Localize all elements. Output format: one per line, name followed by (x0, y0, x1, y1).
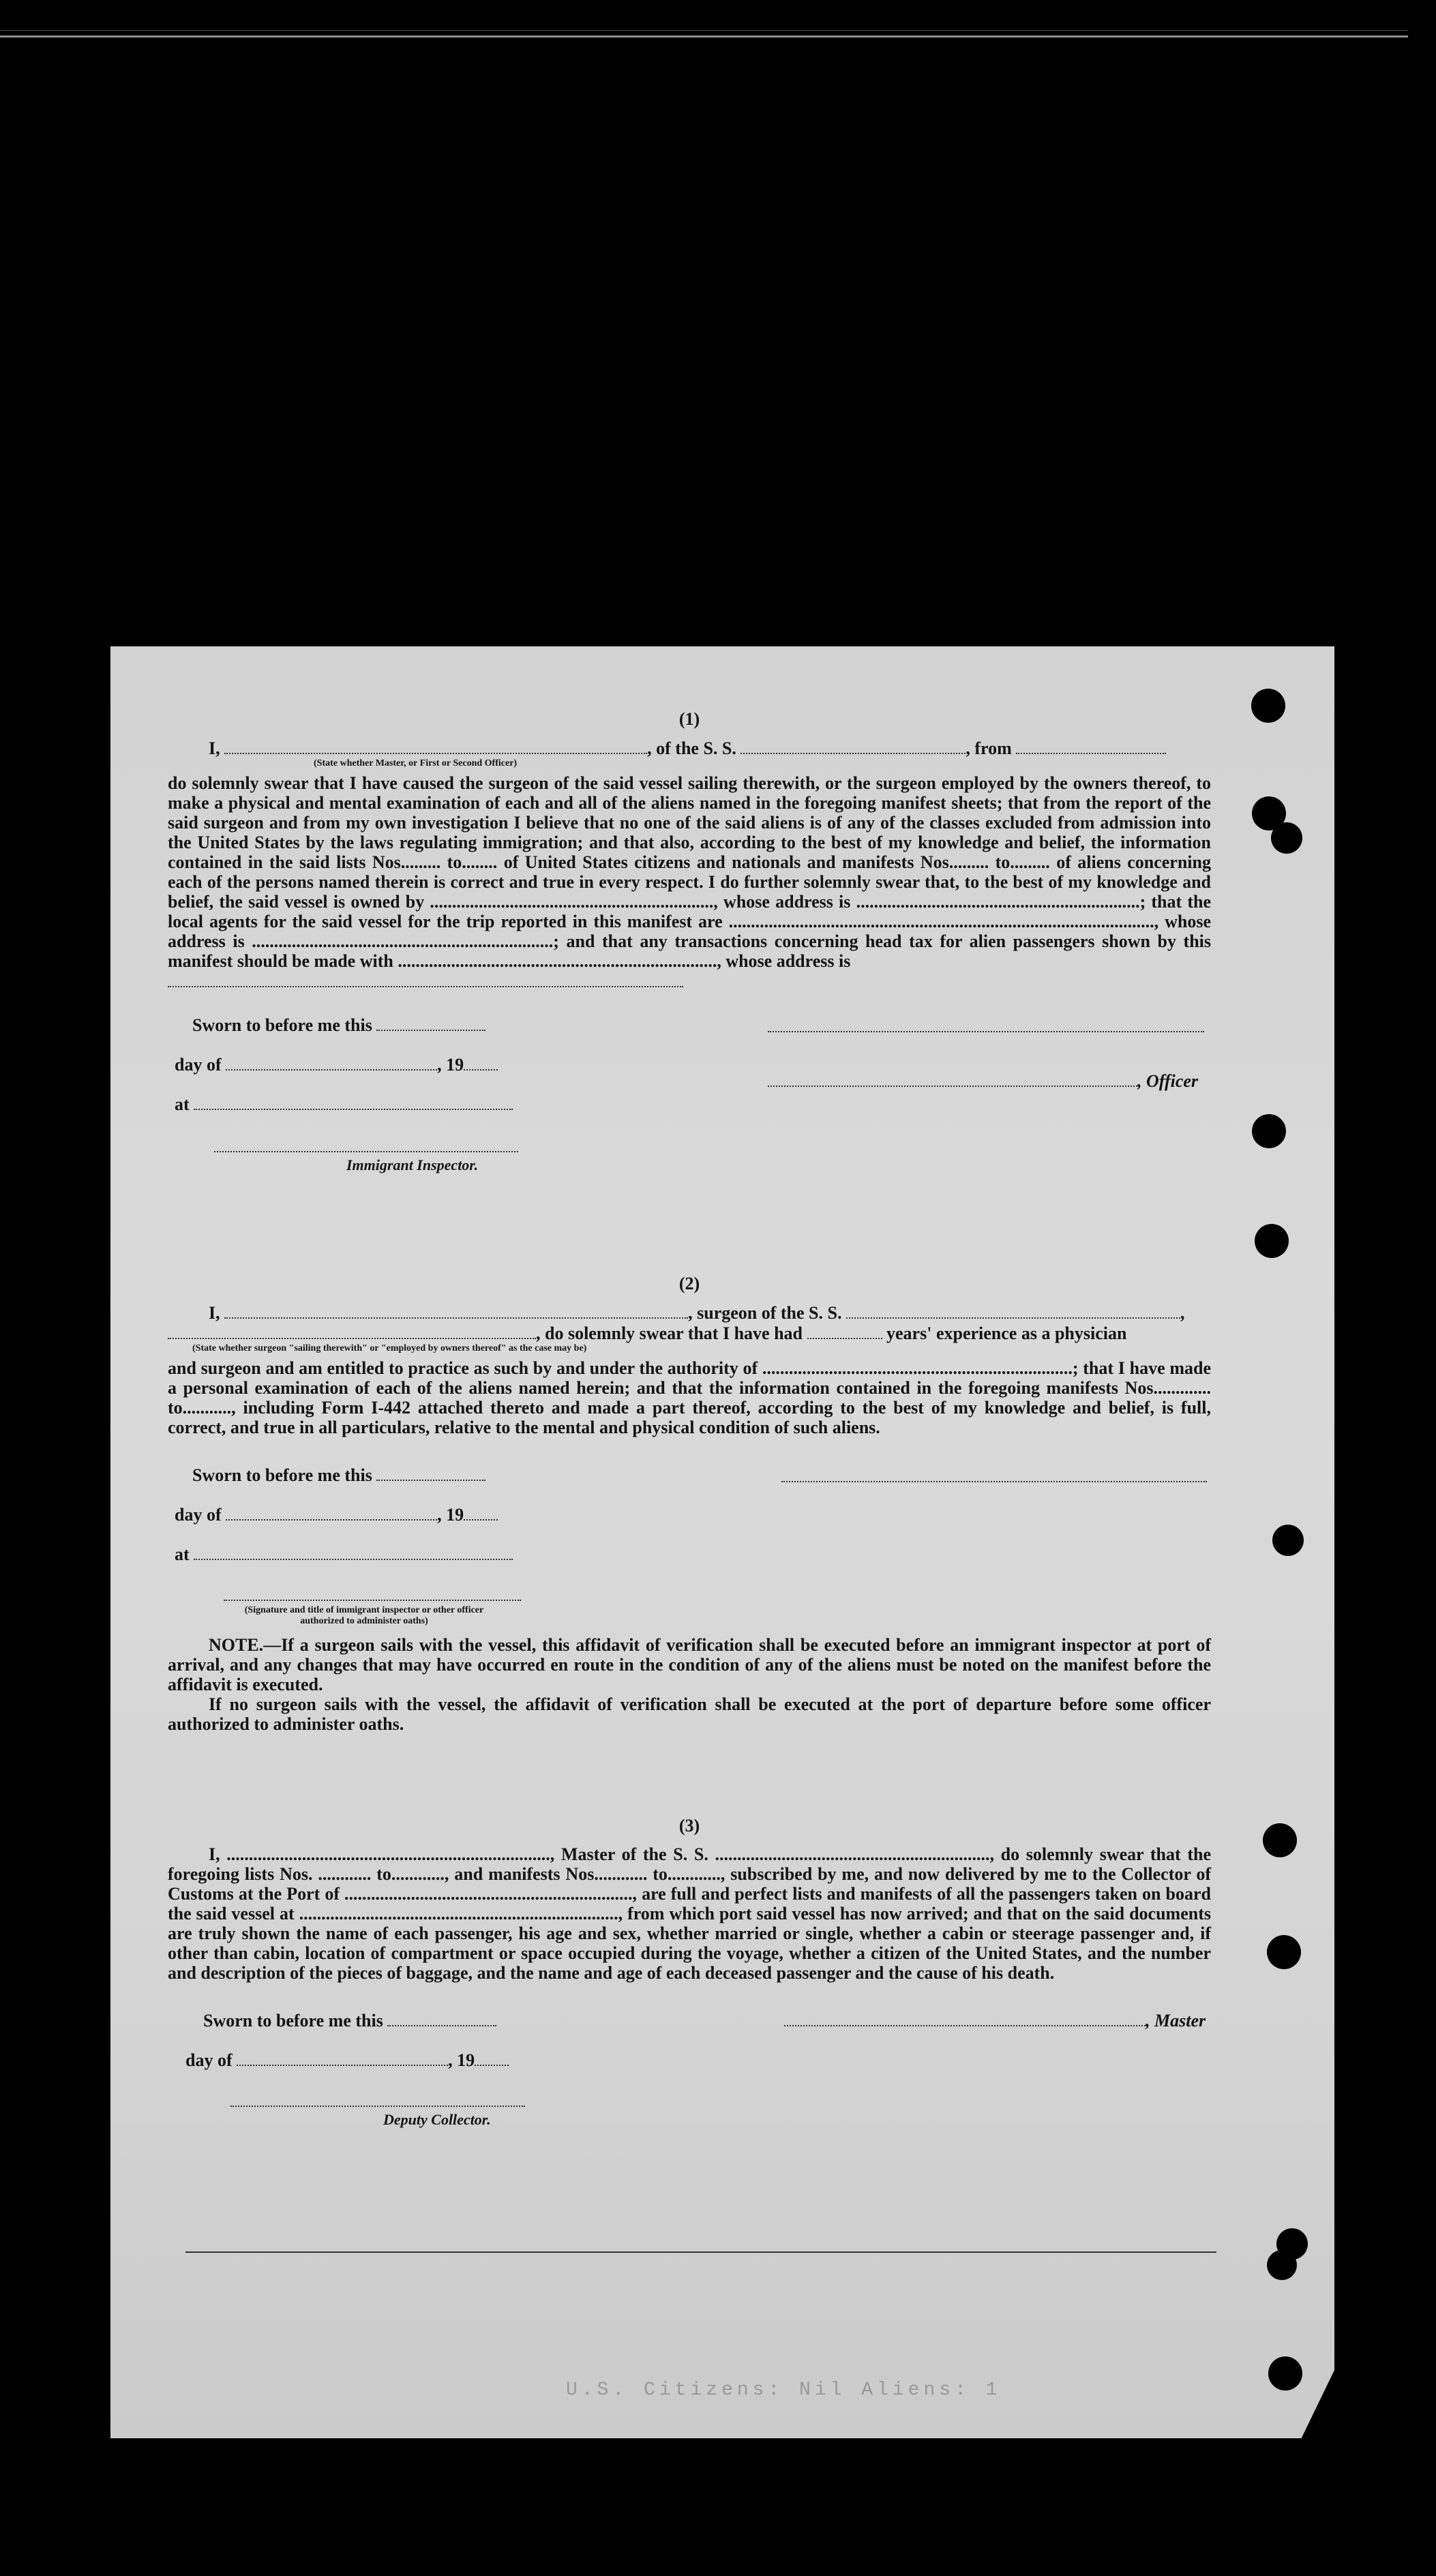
day-of-row (175, 1054, 498, 1075)
month-field[interactable] (237, 2050, 448, 2066)
year-label: , 19 (437, 1505, 464, 1525)
punch-hole (1267, 2250, 1297, 2280)
day-of-label: day of (175, 1505, 222, 1525)
section-3 (168, 1816, 1211, 2146)
sworn-day-field[interactable] (387, 2010, 496, 2026)
at-label: at (175, 1094, 190, 1114)
master-row (784, 2010, 1206, 2031)
sworn-label: Sworn to before me this (192, 1465, 372, 1485)
sworn-day-field[interactable] (376, 1015, 485, 1031)
sworn-row (192, 1465, 485, 1485)
experience-label: years' experience as a physician (886, 1323, 1127, 1343)
year-field[interactable] (464, 1054, 498, 1070)
officer-role-note: (State whether Master, or First or Second Officer) (314, 758, 518, 768)
day-of-label: day of (175, 1055, 222, 1075)
punch-hole (1268, 2356, 1302, 2391)
place-field[interactable] (194, 1544, 513, 1560)
officer-signature-line-2[interactable] (768, 1070, 1137, 1087)
section-number: (2) (678, 1274, 700, 1293)
at-row (175, 1094, 513, 1114)
from-port-field[interactable] (1016, 738, 1166, 754)
section-2 (168, 1274, 1211, 1734)
surgeon-ship-field[interactable] (846, 1302, 1180, 1319)
inspector-signature-line[interactable] (214, 1136, 518, 1152)
year-field[interactable] (464, 1504, 498, 1521)
section1-signatures (168, 1015, 1211, 1192)
sworn-label: Sworn to before me this (192, 1015, 372, 1035)
ship-label: , of the S. S. (647, 738, 736, 758)
officer-row (768, 1070, 1198, 1091)
official-signature-line[interactable] (224, 1585, 521, 1601)
year-field[interactable] (475, 2050, 509, 2066)
day-of-label: day of (185, 2050, 233, 2070)
section2-line2 (168, 1323, 1211, 1343)
officer-signature-line-1[interactable] (768, 1016, 1204, 1032)
from-label: , from (966, 738, 1012, 758)
inspector-label: Immigrant Inspector. (346, 1156, 479, 1173)
prefix-label: I, (209, 1303, 220, 1323)
surgeon-ship-label: , surgeon of the S. S. (688, 1303, 842, 1323)
master-signature-line[interactable] (784, 2010, 1146, 2026)
section-number: (1) (678, 709, 700, 729)
note-label: NOTE. (209, 1635, 264, 1655)
day-of-row (175, 1504, 498, 1525)
section3-signatures (168, 2010, 1211, 2146)
punch-hole (1267, 1935, 1301, 1969)
years-field[interactable] (807, 1323, 882, 1339)
signature-title-note: (Signature and title of immigrant inspector or other officer authorized to administer oaths) (244, 1605, 484, 1626)
punch-hole (1252, 1114, 1286, 1148)
section1-line1 (168, 738, 1211, 758)
section2-signatures (168, 1465, 1211, 1635)
address-continuation-field[interactable] (168, 971, 683, 987)
prefix-label: I, (209, 738, 220, 758)
sworn-row (192, 1015, 485, 1035)
day-of-row (185, 2050, 509, 2070)
officer-label: , Officer (1137, 1071, 1199, 1091)
bleed-through-text: U.S. Citizens: Nil Aliens: 1 (566, 2380, 1002, 2401)
punch-hole (1263, 1823, 1297, 1857)
sworn-day-field[interactable] (376, 1465, 485, 1481)
month-field[interactable] (226, 1504, 437, 1521)
collector-signature-line[interactable] (230, 2091, 525, 2107)
surgeon-signature-line[interactable] (781, 1466, 1207, 1482)
month-field[interactable] (226, 1054, 437, 1070)
officer-name-field[interactable] (224, 738, 647, 754)
section-number: (3) (678, 1816, 700, 1836)
scan-top-rule (0, 35, 1408, 38)
at-label: at (175, 1544, 190, 1564)
punch-hole (1255, 1224, 1289, 1258)
affidavit-form (168, 709, 1211, 2146)
punch-hole (1272, 1525, 1304, 1556)
year-label: , 19 (437, 1055, 464, 1075)
no-surgeon-note: If no surgeon sails with the vessel, the affidavit of verification shall be executed at the port of departure before some officer authorized to administer oaths. (168, 1694, 1211, 1734)
ship-name-field[interactable] (741, 738, 966, 754)
punch-hole (1271, 822, 1302, 854)
section-1 (168, 709, 1211, 1192)
section2-line1: I, , surgeon of the S. S. , (209, 1303, 1185, 1323)
sworn-label: Sworn to before me this (203, 2011, 383, 2031)
swear-label: , do solemnly swear that I have had (536, 1323, 803, 1343)
section3-oath-text: I, ........................................................................., Master of the S. S. .............................................................., do solemnly swear that the foregoing lists Nos. ............ to............, and manifests Nos............ to............, subscribed by me, and now delivered by me to the Collector of Customs at the Port of ................................................................., are full and perfect lists and manifests of all the passengers taken on board the said vessel at ........................................................................, from which port said vessel has now arrived; and that on the said documents are truly shown the name of each passenger, his age and sex, whether married or single, whether a cabin or steerage passenger and, if other than cabin, location of compartment or space occupied during the voyage, whether a citizen of the United States, and the number and description of the pieces of baggage, and the name and age of each deceased passenger and the cause of his death. (168, 1844, 1211, 1983)
sworn-row (203, 2010, 496, 2031)
section2-oath-text: and surgeon and am entitled to practice as such by and under the authority of ......................................................................; that I have made a personal examination of each of the aliens named herein; and that the information contained in the foregoing manifests Nos............. to..........., including Form I-442 attached thereto and made a part thereof, according to the best of my knowledge and belief, is full, correct, and true in all particulars, relative to the mental and physical condition of such aliens. (168, 1358, 1211, 1437)
scan-edge-line (0, 30, 1408, 31)
collector-label: Deputy Collector. (383, 2111, 491, 2128)
note-text: —If a surgeon sails with the vessel, this affidavit of verification shall be executed before an immigrant inspector at port of arrival, and any changes that may have occurred en route in the condition of any of the aliens must be noted on the manifest before the affidavit is executed. (168, 1635, 1211, 1694)
at-row (175, 1544, 513, 1564)
surgeon-name-field[interactable] (224, 1302, 688, 1319)
bottom-rule (185, 2251, 1216, 2253)
section1-oath-text: do solemnly swear that I have caused the surgeon of the said vessel sailing therewith, or the surgeon employed by the owners thereof, to make a physical and mental examination of each and all of the aliens named in the foregoing manifest sheets; that from the report of the said surgeon and from my own investigation I believe that no one of the said aliens is of any of the classes excluded from admission into the United States by the laws regulating immigration; and that also, according to the best of my knowledge and belief, the information contained in the said lists Nos......... to........ of United States citizens and nationals and manifests Nos......... to......... of aliens concerning each of the persons named therein is correct and true in every respect. I do further solemnly swear that, to the best of my knowledge and belief, the said vessel is owned by ................................................................, whose address is ................................................................; that the local agents for the said vessel for the trip reported in this manifest are ................................................................................................, whose address is ....................................................................; and that any transactions concerning head tax for alien passengers shown by this manifest should be made with ........................................................................, whose address is (168, 773, 1211, 971)
punch-hole (1251, 689, 1285, 723)
master-label: , Master (1146, 2011, 1206, 2031)
surgeon-status-field[interactable] (168, 1323, 536, 1339)
year-label: , 19 (448, 2050, 475, 2070)
place-field[interactable] (194, 1094, 513, 1110)
surgeon-status-note: (State whether surgeon "sailing therewith" or "employed by owners thereof" as the case may be) (192, 1343, 587, 1353)
surgeon-note (168, 1635, 1211, 1694)
